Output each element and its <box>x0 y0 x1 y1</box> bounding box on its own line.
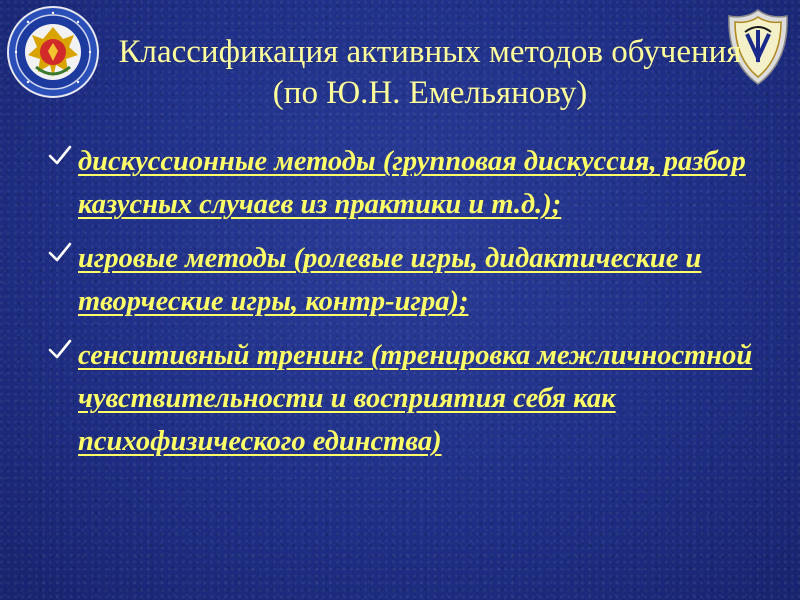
round-emblem-icon <box>6 5 100 99</box>
slide-title: Классификация активных методов обучения (по Ю.Н. Емельянову) <box>118 34 742 111</box>
bullet-text: дискуссионные методы (групповая дискуссия, разбор казусных случаев из практики и т.д.); <box>78 146 746 220</box>
bullet-text: игровые методы (ролевые игры, дидактические и творческие игры, контр-игра); <box>78 243 702 317</box>
list-item <box>48 237 764 323</box>
check-icon <box>48 337 72 361</box>
list-item <box>48 334 764 463</box>
list-item <box>48 140 764 226</box>
check-icon <box>48 143 72 167</box>
check-icon <box>48 240 72 264</box>
bullet-list <box>48 140 764 474</box>
bullet-text: сенситивный тренинг (тренировка межличностной чувствительности и восприятия себя как психофизического единства) <box>78 340 753 457</box>
